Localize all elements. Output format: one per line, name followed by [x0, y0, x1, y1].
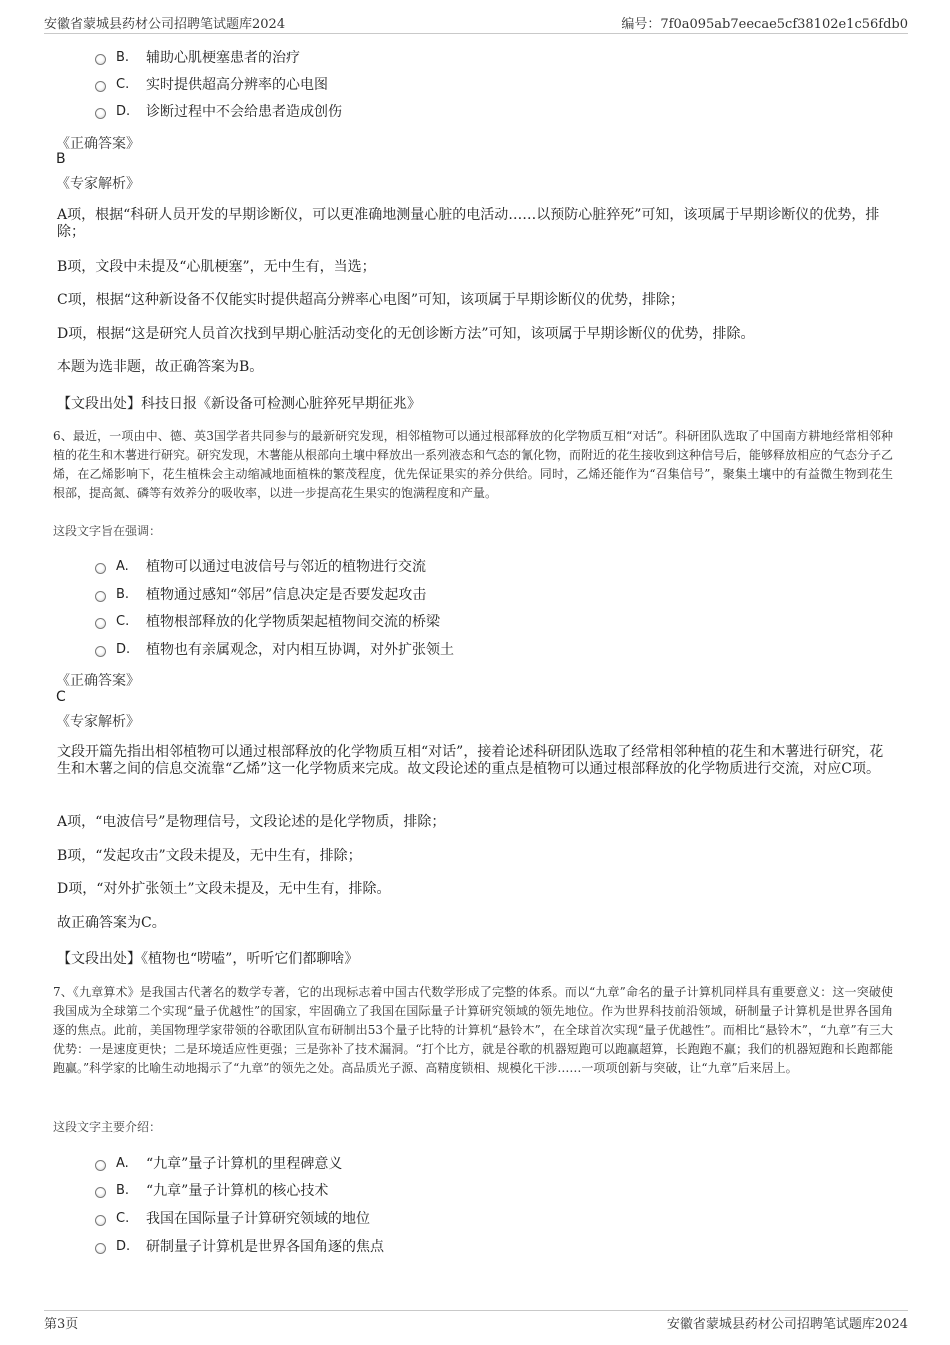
q6-analysis-a: A项，“电波信号”是物理信号，文段论述的是化学物质，排除；	[57, 814, 446, 830]
footer-title: 安徽省蒙城县药材公司招聘笔试题库2024	[666, 1317, 908, 1332]
q6-answer: C	[56, 689, 66, 705]
q6-question: 6、最近，一项由中、德、英3国学者共同参与的最新研究发现，相邻植物可以通过根部释放的化学物质互相“对话”。科研团队选取了中国南方耕地经常相邻种植的花生和木薯进行研究。研究发现，木薯能从根部向土壤中释放出一系列液态和气态的氰化物，而附近的花生接收到这种信号后，能够释放相应的气态分子乙烯，在乙烯影响下，花生植株会主动缩减地面植株的繁茂程度，优先保证果实的养分供给。同时，乙烯还能作为“召集信号”，聚集土壤中的有益微生物到花生根部，提高氮、磷等有效养分的吸收率，以进一步提高花生果实的饱满程度和产量。	[53, 429, 894, 500]
q6-analysis-main: 文段开篇先指出相邻植物可以通过根部释放的化学物质互相“对话”，接着论述科研团队选取了经常相邻种植的花生和木薯进行研究，花生和木薯之间的信息交流靠“乙烯”这一化学物质来完成。故文段论述的重点是植物可以通过根部释放的化学物质进行交流，对应C项。	[57, 744, 884, 777]
radio-icon[interactable]	[95, 1215, 106, 1226]
radio-icon[interactable]	[95, 591, 106, 602]
q6-option-a[interactable]	[95, 555, 426, 577]
q5-source: 【文段出处】科技日报《新设备可检测心脏猝死早期征兆》	[57, 396, 421, 412]
q6-analysis-d: D项，“对外扩张领土”文段未提及，无中生有，排除。	[57, 881, 391, 897]
q6-analysis-label: 《专家解析》	[56, 714, 140, 730]
q5-analysis-a: A项，根据“科研人员开发的早期诊断仪，可以更准确地测量心脏的电活动……以预防心脏猝死”可知，该项属于早期诊断仪的优势，排除；	[57, 207, 880, 240]
option-letter: B.	[116, 1182, 130, 1198]
q6-answer-label: 《正确答案》	[56, 673, 140, 689]
q6-option-b[interactable]	[95, 583, 426, 605]
option-text: “九章”量子计算机的核心技术	[146, 1183, 329, 1199]
option-text: “九章”量子计算机的里程碑意义	[146, 1156, 343, 1172]
q5-analysis-label: 《专家解析》	[56, 176, 140, 192]
radio-icon[interactable]	[95, 1187, 106, 1198]
option-letter: C.	[116, 76, 130, 92]
radio-icon[interactable]	[95, 54, 106, 65]
q5-analysis-c: C项，根据“这种新设备不仅能实时提供超高分辨率心电图”可知，该项属于早期诊断仪的优势，排除；	[57, 292, 685, 308]
radio-icon[interactable]	[95, 618, 106, 629]
q7-prompt: 这段文字主要介绍：	[53, 1120, 162, 1134]
option-letter: B.	[116, 586, 130, 602]
q5-analysis-b: B项，文段中未提及“心肌梗塞”，无中生有，当选；	[57, 259, 376, 275]
q6-option-d[interactable]	[95, 638, 454, 660]
q5-option-b[interactable]	[95, 46, 300, 68]
option-text: 辅助心肌梗塞患者的治疗	[146, 50, 300, 66]
q7-option-b[interactable]	[95, 1179, 328, 1201]
option-text: 植物通过感知“邻居”信息决定是否要发起攻击	[146, 587, 427, 603]
option-letter: A.	[116, 558, 129, 574]
q6-source: 【文段出处】《植物也“唠嗑”，听听它们都聊啥》	[57, 951, 359, 967]
option-text: 植物根部释放的化学物质架起植物间交流的桥梁	[146, 614, 440, 630]
q7-option-c[interactable]	[95, 1207, 370, 1229]
option-letter: C.	[116, 1210, 130, 1226]
radio-icon[interactable]	[95, 81, 106, 92]
radio-icon[interactable]	[95, 1243, 106, 1254]
q5-analysis-d: D项，根据“这是研究人员首次找到早期心脏活动变化的无创诊断方法”可知，该项属于早期诊断仪的优势，排除。	[57, 326, 755, 342]
radio-icon[interactable]	[95, 1160, 106, 1171]
option-text: 植物可以通过电波信号与邻近的植物进行交流	[146, 559, 426, 575]
option-text: 我国在国际量子计算研究领域的地位	[146, 1211, 370, 1227]
radio-icon[interactable]	[95, 563, 106, 574]
header-divider	[44, 33, 908, 34]
option-text: 研制量子计算机是世界各国角逐的焦点	[146, 1239, 384, 1255]
document-id: 编号：7f0a095ab7eecae5cf38102e1c56fdb0	[621, 17, 908, 32]
q5-option-d[interactable]	[95, 100, 342, 122]
radio-icon[interactable]	[95, 646, 106, 657]
footer-divider	[44, 1310, 908, 1311]
q5-option-c[interactable]	[95, 73, 328, 95]
option-text: 植物也有亲属观念，对内相互协调，对外扩张领土	[146, 642, 454, 658]
option-text: 实时提供超高分辨率的心电图	[146, 77, 328, 93]
q7-question: 7、《九章算术》是我国古代著名的数学专著，它的出现标志着中国古代数学形成了完整的体系。而以“九章”命名的量子计算机同样具有重要意义：这一突破使我国成为全球第二个实现“量子优越性”的国家，牢固确立了我国在国际量子计算研究领域的领先地位。作为世界科技前沿领域，研制量子计算机是世界各国角逐的焦点。此前，美国物理学家带领的谷歌团队宣布研制出53个量子比特的计算机“悬铃木”，在全球首次实现“量子优越性”。而相比“悬铃木”，“九章”有三大优势：一是速度更快；二是环境适应性更强；三是弥补了技术漏洞。“打个比方，就是谷歌的机器短跑可以跑赢超算，长跑跑不赢；我们的机器短跑和长跑都能跑赢。”科学家的比喻生动地揭示了“九章”的领先之处。高品质光子源、高精度锁相、规模化干涉……一项项创新与突破，让“九章”后来居上。	[53, 985, 893, 1075]
q7-option-a[interactable]	[95, 1152, 342, 1174]
option-letter: C.	[116, 613, 130, 629]
option-letter: D.	[116, 641, 131, 657]
option-letter: A.	[116, 1155, 129, 1171]
option-text: 诊断过程中不会给患者造成创伤	[146, 104, 342, 120]
q5-answer-label: 《正确答案》	[56, 136, 140, 152]
radio-icon[interactable]	[95, 108, 106, 119]
option-letter: D.	[116, 1238, 131, 1254]
q6-prompt: 这段文字旨在强调：	[53, 524, 162, 538]
option-letter: D.	[116, 103, 131, 119]
q7-option-d[interactable]	[95, 1235, 384, 1257]
page-number: 第3页	[44, 1317, 79, 1332]
q6-conclusion: 故正确答案为C。	[57, 915, 166, 931]
option-letter: B.	[116, 49, 130, 65]
q6-analysis-b: B项，“发起攻击”文段未提及，无中生有，排除；	[57, 848, 362, 864]
q5-answer: B	[56, 151, 66, 167]
header-title: 安徽省蒙城县药材公司招聘笔试题库2024	[44, 17, 286, 32]
q5-conclusion: 本题为选非题，故正确答案为B。	[57, 359, 264, 375]
q6-option-c[interactable]	[95, 610, 440, 632]
